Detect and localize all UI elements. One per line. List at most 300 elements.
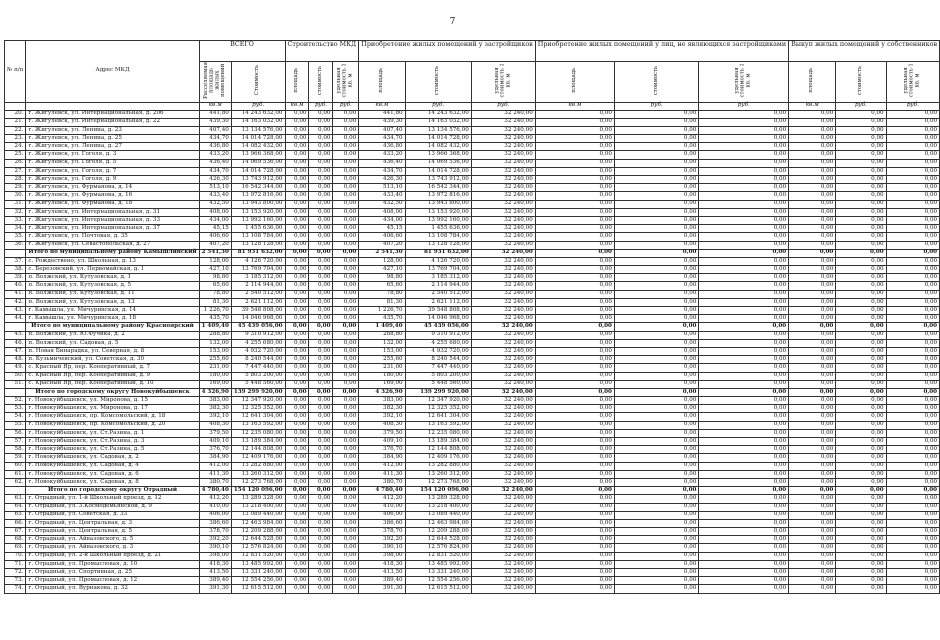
build-unit-cell: 0,00	[333, 380, 359, 388]
row-number-cell	[5, 487, 26, 495]
build-unit-cell: 0,00	[333, 470, 359, 478]
build-cost-cell: 0,00	[309, 569, 333, 577]
table-row	[5, 397, 940, 405]
table-row	[5, 118, 940, 126]
dev-cost-cell: 14 069 536,00	[405, 159, 471, 167]
table-row	[5, 413, 940, 421]
total-cost-cell: 139 299 920,00	[231, 388, 285, 396]
table-row	[5, 298, 940, 306]
row-number-cell: 27.	[5, 167, 26, 175]
row-number-cell: 43.	[5, 307, 26, 315]
nondev-cost-cell: 0,00	[614, 503, 698, 511]
buyout-area-cell: 0,00	[789, 176, 836, 184]
buyout-cost-cell: 0,00	[836, 257, 886, 265]
nondev-area-cell: 0,00	[535, 519, 614, 527]
nondev-area-cell: 0,00	[535, 208, 614, 216]
nondev-unit-cell: 0,00	[699, 126, 789, 134]
dev-cost-cell: 7 447 440,00	[405, 364, 471, 372]
unit-cell: кв.м	[535, 102, 614, 110]
buyout-unit-cell: 0,00	[886, 528, 939, 536]
table-row	[5, 151, 940, 159]
buyout-unit-cell: 0,00	[886, 241, 939, 249]
row-number-cell: 26.	[5, 159, 26, 167]
dev-area-cell: 169,00	[359, 380, 405, 388]
buyout-cost-cell: 0,00	[836, 249, 886, 257]
buyout-area-cell: 0,00	[789, 528, 836, 536]
buyout-area-cell: 0,00	[789, 569, 836, 577]
buyout-unit-cell: 0,00	[886, 585, 939, 593]
nondev-area-cell: 0,00	[535, 380, 614, 388]
dev-area-cell: 1 226,70	[359, 307, 405, 315]
nondev-cost-cell: 0,00	[614, 356, 698, 364]
nondev-cost-cell: 0,00	[614, 364, 698, 372]
address-cell: г. Новокуйбышевск, ул. Ст.Разина, д. 5	[26, 446, 199, 454]
buyout-cost-cell: 0,00	[836, 454, 886, 462]
row-number-cell: 56.	[5, 429, 26, 437]
total-area-cell: 98,80	[199, 274, 231, 282]
nondev-area-cell: 0,00	[535, 421, 614, 429]
build-area-cell: 0,00	[285, 585, 309, 593]
dev-area-cell: 434,00	[359, 216, 405, 224]
build-cost-cell: 0,00	[309, 388, 333, 396]
total-area-cell: 406,00	[199, 511, 231, 519]
build-area-cell: 0,00	[285, 208, 309, 216]
build-cost-cell: 0,00	[309, 364, 333, 372]
total-area-cell: 379,50	[199, 429, 231, 437]
build-unit-cell: 0,00	[333, 519, 359, 527]
dev-cost-cell: 13 289 328,00	[405, 495, 471, 503]
table-row	[5, 429, 940, 437]
build-area-cell: 0,00	[285, 216, 309, 224]
nondev-cost-cell: 0,00	[614, 126, 698, 134]
buyout-cost-cell: 0,00	[836, 290, 886, 298]
address-cell: п. Новая Бинарадка, ул. Северная, д. 8	[26, 347, 199, 355]
dev-cost-cell: 13 769 704,00	[405, 266, 471, 274]
row-number-cell: 61.	[5, 470, 26, 478]
row-number-cell: 65.	[5, 511, 26, 519]
buyout-area-cell: 0,00	[789, 290, 836, 298]
subtotal-row	[5, 487, 940, 495]
dev-area-cell: 81,30	[359, 298, 405, 306]
total-area-cell: 386,60	[199, 519, 231, 527]
unit-cell: руб.	[836, 102, 886, 110]
nondev-unit-cell: 0,00	[699, 503, 789, 511]
buyout-area-cell: 0,00	[789, 585, 836, 593]
unit-cell-blank	[5, 102, 26, 110]
nondev-cost-cell: 0,00	[614, 143, 698, 151]
total-cost-cell: 13 218 400,00	[231, 503, 285, 511]
total-cost-cell: 81 931 632,00	[231, 249, 285, 257]
buyout-area-cell: 0,00	[789, 126, 836, 134]
total-cost-cell: 1 455 636,00	[231, 225, 285, 233]
nondev-cost-cell: 0,00	[614, 274, 698, 282]
table-row	[5, 519, 940, 527]
row-number-cell: 52.	[5, 397, 26, 405]
dev-area-cell: 231,00	[359, 364, 405, 372]
address-cell: г. Отрадный, ул. Промысловая, д. 10	[26, 560, 199, 568]
dev-unit-cell: 32 240,00	[471, 380, 535, 388]
row-number-cell: 67.	[5, 528, 26, 536]
nondev-cost-cell: 0,00	[614, 151, 698, 159]
buyout-unit-cell: 0,00	[886, 135, 939, 143]
nondev-unit-cell: 0,00	[699, 323, 789, 331]
total-area-cell: 433,40	[199, 192, 231, 200]
build-cost-cell: 0,00	[309, 577, 333, 585]
build-area-cell: 0,00	[285, 225, 309, 233]
dev-area-cell: 418,30	[359, 560, 405, 568]
build-area-cell: 0,00	[285, 323, 309, 331]
dev-unit-cell: 32 240,00	[471, 176, 535, 184]
dev-area-cell: 513,10	[359, 184, 405, 192]
nondev-cost-cell: 0,00	[614, 249, 698, 257]
dev-unit-cell: 32 240,00	[471, 167, 535, 175]
buyout-area-cell: 0,00	[789, 159, 836, 167]
build-cost-cell: 0,00	[309, 192, 333, 200]
dev-unit-cell: 32 240,00	[471, 241, 535, 249]
nondev-area-cell: 0,00	[535, 372, 614, 380]
nondev-area-cell: 0,00	[535, 143, 614, 151]
total-cost-cell: 14 082 432,00	[231, 143, 285, 151]
table-row	[5, 143, 940, 151]
dev-area-cell: 412,00	[359, 462, 405, 470]
buyout-area-cell: 0,00	[789, 249, 836, 257]
total-area-cell: 384,90	[199, 454, 231, 462]
buyout-unit-cell: 0,00	[886, 511, 939, 519]
buyout-area-cell: 0,00	[789, 364, 836, 372]
buyout-cost-cell: 0,00	[836, 339, 886, 347]
address-cell: г. Жигулевск, ул. Фурманова, д. 16	[26, 192, 199, 200]
dev-area-cell: 432,50	[359, 200, 405, 208]
buyout-cost-cell: 0,00	[836, 143, 886, 151]
total-cost-cell: 14 046 968,00	[231, 315, 285, 323]
buyout-area-cell: 0,00	[789, 405, 836, 413]
nondev-area-cell: 0,00	[535, 200, 614, 208]
build-cost-cell: 0,00	[309, 536, 333, 544]
build-cost-cell: 0,00	[309, 454, 333, 462]
build-unit-cell: 0,00	[333, 110, 359, 118]
nondev-unit-cell: 0,00	[699, 290, 789, 298]
dev-unit-cell: 32 240,00	[471, 315, 535, 323]
build-area-cell: 0,00	[285, 421, 309, 429]
total-cost-cell: 8 240 544,00	[231, 356, 285, 364]
build-area-cell: 0,00	[285, 552, 309, 560]
dev-cost-cell: 5 448 560,00	[405, 380, 471, 388]
total-area-cell: 288,80	[199, 331, 231, 339]
buyout-unit-cell: 0,00	[886, 143, 939, 151]
dev-cost-cell: 14 014 728,00	[405, 167, 471, 175]
build-cost-cell: 0,00	[309, 266, 333, 274]
buyout-cost-cell: 0,00	[836, 470, 886, 478]
build-area-cell: 0,00	[285, 429, 309, 437]
total-area-cell: 389,40	[199, 577, 231, 585]
dev-cost-cell: 2 540 512,00	[405, 290, 471, 298]
col-address-header: Адрес МКД	[26, 41, 199, 103]
dev-unit-cell: 32 240,00	[471, 372, 535, 380]
nondev-area-cell: 0,00	[535, 577, 614, 585]
buyout-cost-cell: 0,00	[836, 560, 886, 568]
buyout-cost-cell: 0,00	[836, 331, 886, 339]
dev-area-cell: 78,80	[359, 290, 405, 298]
total-cost-cell: 13 153 920,00	[231, 208, 285, 216]
nondev-unit-cell: 0,00	[699, 438, 789, 446]
row-number-cell: 44.	[5, 315, 26, 323]
buyout-area-cell: 0,00	[789, 143, 836, 151]
total-area-cell: 153,00	[199, 347, 231, 355]
buyout-cost-cell: 0,00	[836, 241, 886, 249]
buyout-area-cell: 0,00	[789, 331, 836, 339]
buyout-area-cell: 0,00	[789, 536, 836, 544]
mkd-resettlement-table	[4, 40, 940, 594]
address-cell: г. Жигулевск, ул. Фурманова, д. 14	[26, 184, 199, 192]
table-row	[5, 356, 940, 364]
dev-unit-cell: 32 240,00	[471, 585, 535, 593]
build-unit-cell: 0,00	[333, 184, 359, 192]
nondev-unit-cell: 0,00	[699, 577, 789, 585]
row-number-cell	[5, 388, 26, 396]
nondev-area-cell: 0,00	[535, 282, 614, 290]
nondev-area-cell: 0,00	[535, 176, 614, 184]
dev-cost-cell: 4 255 680,00	[405, 339, 471, 347]
row-number-cell: 36.	[5, 241, 26, 249]
nondev-unit-cell: 0,00	[699, 298, 789, 306]
buyout-cost-cell: 0,00	[836, 487, 886, 495]
address-cell: г. Жигулевск, ул. Фурманова, д. 18	[26, 200, 199, 208]
build-cost-cell: 0,00	[309, 143, 333, 151]
nondev-unit-cell: 0,00	[699, 339, 789, 347]
address-cell: Итого по муниципальному району Камышлинский	[26, 249, 199, 257]
dev-area-cell: 255,60	[359, 356, 405, 364]
nondev-area-cell: 0,00	[535, 487, 614, 495]
buyout-unit-cell: 0,00	[886, 249, 939, 257]
total-cost-cell: 13 769 704,00	[231, 266, 285, 274]
unit-cell-blank	[26, 102, 199, 110]
dev-area-cell: 436,40	[359, 159, 405, 167]
buyout-area-cell: 0,00	[789, 552, 836, 560]
nondev-cost-cell: 0,00	[614, 536, 698, 544]
buyout-unit-cell: 0,00	[886, 519, 939, 527]
dev-cost-cell: 154 120 096,00	[405, 487, 471, 495]
build-area-cell: 0,00	[285, 126, 309, 134]
total-cost-cell: 2 114 944,00	[231, 282, 285, 290]
nondev-unit-cell: 0,00	[699, 569, 789, 577]
nondev-unit-cell: 0,00	[699, 356, 789, 364]
nondev-cost-cell: 0,00	[614, 347, 698, 355]
row-number-cell: 60.	[5, 462, 26, 470]
sub-build-unit: удельная стоимость 1 кв. м	[336, 63, 354, 98]
row-number-cell	[5, 323, 26, 331]
nondev-cost-cell: 0,00	[614, 380, 698, 388]
total-cost-cell: 13 943 800,00	[231, 200, 285, 208]
address-cell: г. Отрадный, ул. Айвазовского, д. 3	[26, 544, 199, 552]
dev-area-cell: 391,30	[359, 585, 405, 593]
buyout-cost-cell: 0,00	[836, 528, 886, 536]
units-row	[5, 102, 940, 110]
dev-unit-cell: 32 240,00	[471, 331, 535, 339]
nondev-cost-cell: 0,00	[614, 241, 698, 249]
header-row-groups	[5, 41, 940, 62]
build-area-cell: 0,00	[285, 487, 309, 495]
total-area-cell: 434,00	[199, 216, 231, 224]
unit-cell: кв.м	[789, 102, 836, 110]
row-number-cell: 50.	[5, 372, 26, 380]
table-row	[5, 560, 940, 568]
total-area-cell: 427,10	[199, 266, 231, 274]
total-area-cell: 4 326,90	[199, 388, 231, 396]
total-area-cell: 407,40	[199, 126, 231, 134]
build-cost-cell: 0,00	[309, 478, 333, 486]
address-cell: г. Жигулевск, ул. Севастопольская, д. 27	[26, 241, 199, 249]
dev-unit-cell: 32 240,00	[471, 454, 535, 462]
nondev-area-cell: 0,00	[535, 569, 614, 577]
buyout-area-cell: 0,00	[789, 380, 836, 388]
build-cost-cell: 0,00	[309, 200, 333, 208]
buyout-area-cell: 0,00	[789, 356, 836, 364]
table-row	[5, 536, 940, 544]
total-cost-cell: 14 163 032,00	[231, 118, 285, 126]
address-cell: г. Отрадный, ул. Центральная, д. 5	[26, 528, 199, 536]
dev-cost-cell: 13 966 368,00	[405, 151, 471, 159]
nondev-area-cell: 0,00	[535, 233, 614, 241]
buyout-cost-cell: 0,00	[836, 135, 886, 143]
nondev-area-cell: 0,00	[535, 429, 614, 437]
table-row	[5, 511, 940, 519]
nondev-area-cell: 0,00	[535, 225, 614, 233]
buyout-cost-cell: 0,00	[836, 200, 886, 208]
buyout-unit-cell: 0,00	[886, 372, 939, 380]
buyout-cost-cell: 0,00	[836, 405, 886, 413]
dev-unit-cell: 32 240,00	[471, 569, 535, 577]
total-area-cell: 433,20	[199, 151, 231, 159]
build-unit-cell: 0,00	[333, 462, 359, 470]
total-cost-cell: 5 803 200,00	[231, 372, 285, 380]
address-cell: г. Жигулевск, ул. Гоголя, д. 7	[26, 167, 199, 175]
dev-area-cell: 4 780,40	[359, 487, 405, 495]
nondev-cost-cell: 0,00	[614, 192, 698, 200]
build-area-cell: 0,00	[285, 495, 309, 503]
nondev-cost-cell: 0,00	[614, 397, 698, 405]
build-area-cell: 0,00	[285, 200, 309, 208]
subtotal-row	[5, 388, 940, 396]
table-row	[5, 266, 940, 274]
dev-area-cell: 413,50	[359, 569, 405, 577]
buyout-area-cell: 0,00	[789, 397, 836, 405]
dev-area-cell: 389,40	[359, 577, 405, 585]
nondev-area-cell: 0,00	[535, 470, 614, 478]
row-number-cell: 53.	[5, 405, 26, 413]
nondev-area-cell: 0,00	[535, 552, 614, 560]
nondev-area-cell: 0,00	[535, 536, 614, 544]
buyout-cost-cell: 0,00	[836, 356, 886, 364]
dev-unit-cell: 32 240,00	[471, 233, 535, 241]
total-cost-cell: 13 992 160,00	[231, 216, 285, 224]
sub-total-cost: Стоимость	[254, 65, 261, 96]
unit-cell: кв.м	[285, 102, 309, 110]
dev-area-cell: 382,30	[359, 405, 405, 413]
table-row	[5, 446, 940, 454]
address-cell: г. Жигулевск, ул. Ленина, д. 27	[26, 143, 199, 151]
buyout-area-cell: 0,00	[789, 438, 836, 446]
address-cell: г. Новокуйбышевск, ул. Ст.Разина, д. 3	[26, 438, 199, 446]
total-cost-cell: 12 273 768,00	[231, 478, 285, 486]
build-area-cell: 0,00	[285, 519, 309, 527]
nondev-unit-cell: 0,00	[699, 478, 789, 486]
buyout-area-cell: 0,00	[789, 274, 836, 282]
total-area-cell: 231,00	[199, 364, 231, 372]
unit-cell: руб.	[699, 102, 789, 110]
nondev-area-cell: 0,00	[535, 585, 614, 593]
buyout-cost-cell: 0,00	[836, 347, 886, 355]
dev-area-cell: 441,80	[359, 110, 405, 118]
build-cost-cell: 0,00	[309, 307, 333, 315]
build-unit-cell: 0,00	[333, 274, 359, 282]
buyout-area-cell: 0,00	[789, 454, 836, 462]
total-cost-cell: 12 409 176,00	[231, 454, 285, 462]
buyout-area-cell: 0,00	[789, 110, 836, 118]
buyout-cost-cell: 0,00	[836, 413, 886, 421]
total-area-cell: 406,60	[199, 233, 231, 241]
build-unit-cell: 0,00	[333, 192, 359, 200]
address-cell: г. Жигулевск, ул. Гоголя, д. 5	[26, 159, 199, 167]
buyout-cost-cell: 0,00	[836, 151, 886, 159]
buyout-unit-cell: 0,00	[886, 536, 939, 544]
dev-area-cell: 410,00	[359, 503, 405, 511]
build-unit-cell: 0,00	[333, 438, 359, 446]
dev-unit-cell: 32 240,00	[471, 388, 535, 396]
dev-cost-cell: 12 463 984,00	[405, 519, 471, 527]
dev-cost-cell: 13 134 576,00	[405, 126, 471, 134]
buyout-cost-cell: 0,00	[836, 380, 886, 388]
dev-cost-cell: 13 260 312,00	[405, 470, 471, 478]
nondev-area-cell: 0,00	[535, 110, 614, 118]
dev-cost-cell: 13 218 400,00	[405, 503, 471, 511]
nondev-unit-cell: 0,00	[699, 552, 789, 560]
build-unit-cell: 0,00	[333, 216, 359, 224]
dev-area-cell: 412,20	[359, 495, 405, 503]
dev-cost-cell: 9 310 912,00	[405, 331, 471, 339]
buyout-unit-cell: 0,00	[886, 413, 939, 421]
nondev-unit-cell: 0,00	[699, 233, 789, 241]
build-unit-cell: 0,00	[333, 208, 359, 216]
build-cost-cell: 0,00	[309, 438, 333, 446]
build-area-cell: 0,00	[285, 249, 309, 257]
build-cost-cell: 0,00	[309, 462, 333, 470]
build-area-cell: 0,00	[285, 118, 309, 126]
buyout-unit-cell: 0,00	[886, 388, 939, 396]
nondev-cost-cell: 0,00	[614, 315, 698, 323]
address-cell: г. Новокуйбышевск, ул. Садовая, д. 8	[26, 478, 199, 486]
table-row	[5, 421, 940, 429]
buyout-area-cell: 0,00	[789, 167, 836, 175]
build-unit-cell: 0,00	[333, 257, 359, 265]
nondev-cost-cell: 0,00	[614, 446, 698, 454]
nondev-cost-cell: 0,00	[614, 528, 698, 536]
dev-cost-cell: 13 163 592,00	[405, 421, 471, 429]
total-cost-cell: 12 576 824,00	[231, 544, 285, 552]
build-cost-cell: 0,00	[309, 339, 333, 347]
buyout-area-cell: 0,00	[789, 307, 836, 315]
dev-cost-cell: 14 082 432,00	[405, 143, 471, 151]
table-row	[5, 315, 940, 323]
nondev-cost-cell: 0,00	[614, 388, 698, 396]
buyout-unit-cell: 0,00	[886, 470, 939, 478]
nondev-area-cell: 0,00	[535, 364, 614, 372]
total-cost-cell: 13 134 576,00	[231, 126, 285, 134]
nondev-cost-cell: 0,00	[614, 298, 698, 306]
buyout-cost-cell: 0,00	[836, 167, 886, 175]
build-cost-cell: 0,00	[309, 470, 333, 478]
nondev-unit-cell: 0,00	[699, 184, 789, 192]
nondev-area-cell: 0,00	[535, 388, 614, 396]
